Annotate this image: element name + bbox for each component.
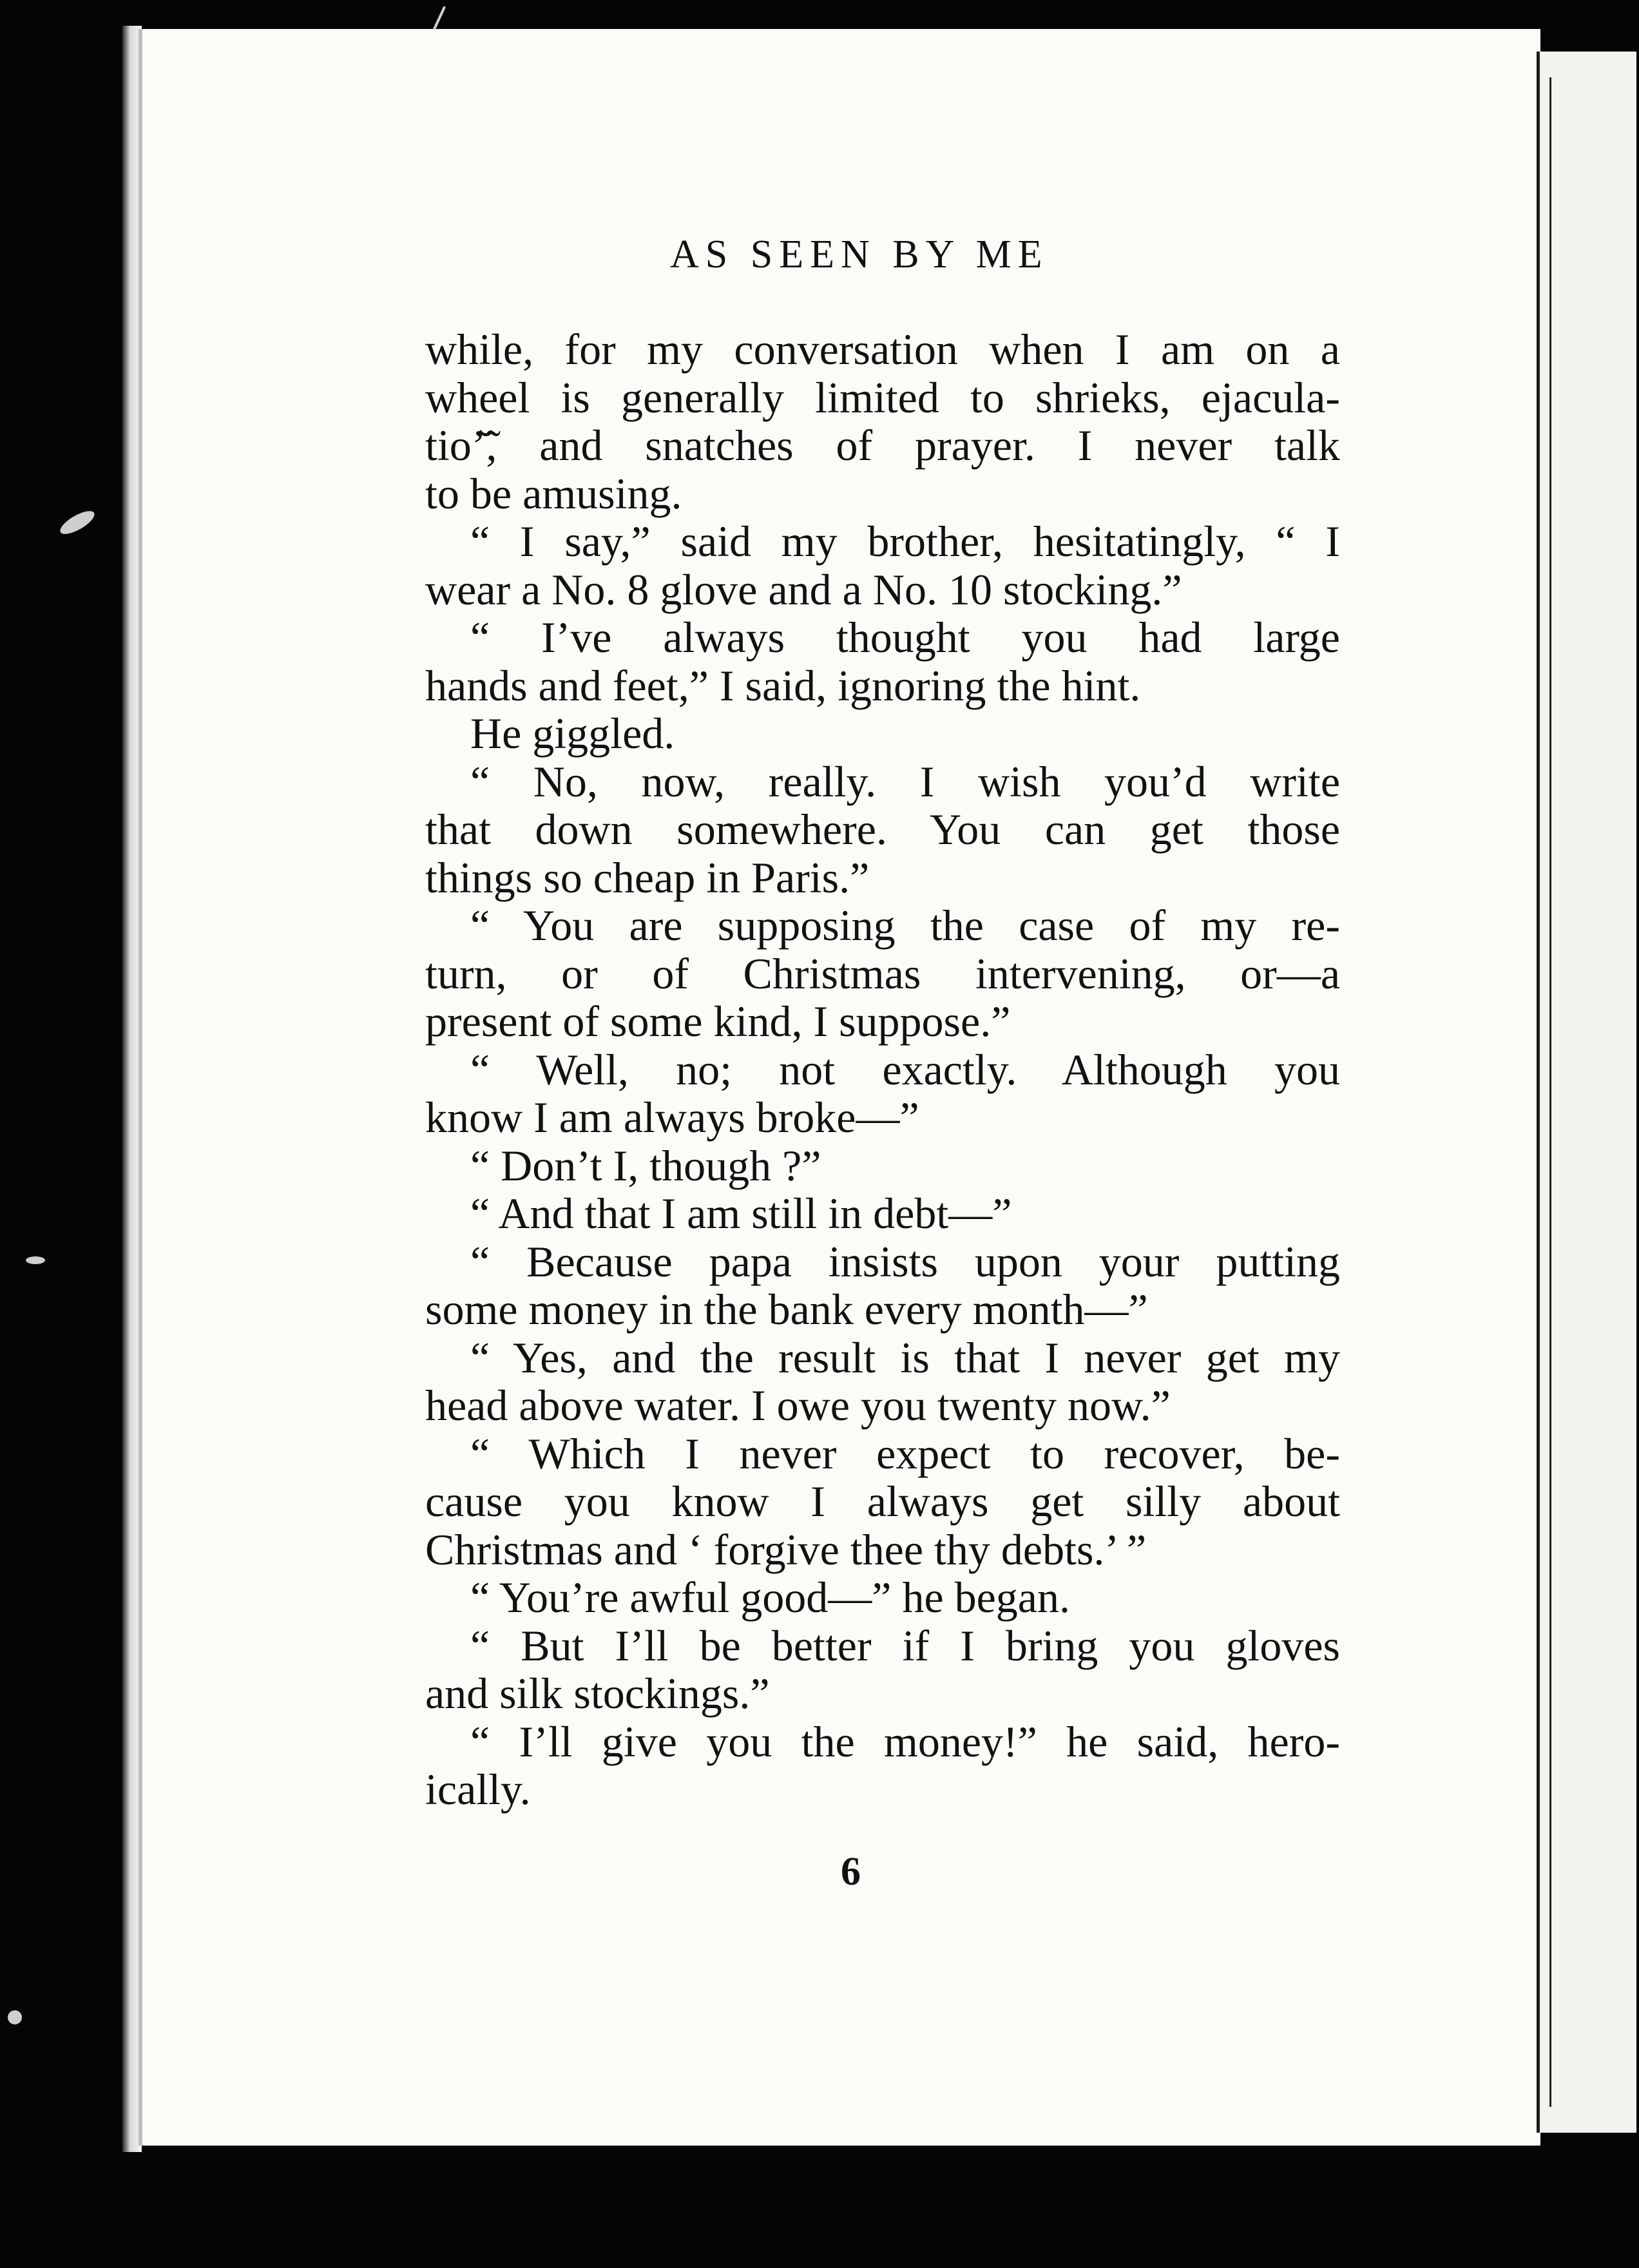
text-line: He giggled.	[470, 709, 675, 758]
text-line: know I am always broke—”	[425, 1093, 919, 1142]
text-line: head above water. I owe you twenty now.”	[425, 1381, 1171, 1430]
dust-speck	[433, 6, 446, 30]
text-line: some money in the bank every month—”	[425, 1285, 1148, 1334]
text-line: hands and feet,” I said, ignoring the hint.	[425, 660, 1141, 710]
text-line: “ No, now, really. I wish you’d write	[470, 756, 1340, 806]
text-line: “ I say,” said my brother, hesitatingly, “ I	[470, 517, 1340, 566]
text-line: “ Yes, and the result is that I never get my	[470, 1332, 1340, 1382]
dust-speck	[8, 2010, 22, 2024]
text-line: to be amusing.	[425, 468, 682, 518]
text-line: wear a No. 8 glove and a No. 10 stocking.”	[425, 564, 1182, 614]
body-text	[425, 325, 1340, 1814]
text-line: “ Don’t I, though ?”	[470, 1140, 821, 1190]
text-line: present of some kind, I suppose.”	[425, 997, 1011, 1046]
text-line: “ You are supposing the case of my re-	[470, 901, 1340, 950]
text-line: ically.	[425, 1765, 531, 1814]
text-line: turn, or of Christmas intervening, or—a	[425, 948, 1340, 998]
page-number: 6	[841, 1850, 861, 1894]
running-head: AS SEEN BY ME	[670, 233, 1049, 276]
text-line: Christmas and ‘ forgive thee thy debts.’ ”	[425, 1524, 1147, 1574]
facing-board-edge	[1537, 52, 1636, 2133]
dust-speck	[26, 1256, 45, 1264]
dust-speck	[57, 506, 98, 538]
text-line: “ You’re awful good—” he began.	[470, 1573, 1070, 1622]
text-line: tioʼ̆̃, and snatches of prayer. I never talk	[425, 421, 1340, 470]
text-line: “ And that I am still in debt—”	[470, 1189, 1012, 1238]
text-line: “ But I’ll be better if I bring you gloves	[470, 1620, 1340, 1670]
text-line: “ I’ve always thought you had large	[470, 613, 1340, 662]
text-line: cause you know I always get silly about	[425, 1477, 1340, 1526]
text-line: while, for my conversation when I am on a	[425, 325, 1340, 374]
text-line: wheel is generally limited to shrieks, ejacula-	[425, 372, 1340, 422]
text-line: “ Well, no; not exactly. Although you	[470, 1044, 1340, 1094]
text-line: and silk stockings.”	[425, 1669, 770, 1718]
text-line: that down somewhere. You can get those	[425, 805, 1340, 854]
text-line: “ Which I never expect to recover, be-	[470, 1428, 1340, 1478]
text-line: “ I’ll give you the money!” he said, hero-	[470, 1716, 1340, 1766]
board-edge-line	[1549, 77, 1551, 2107]
text-line: “ Because papa insists upon your putting	[470, 1236, 1340, 1286]
text-line: things so cheap in Paris.”	[425, 852, 870, 902]
